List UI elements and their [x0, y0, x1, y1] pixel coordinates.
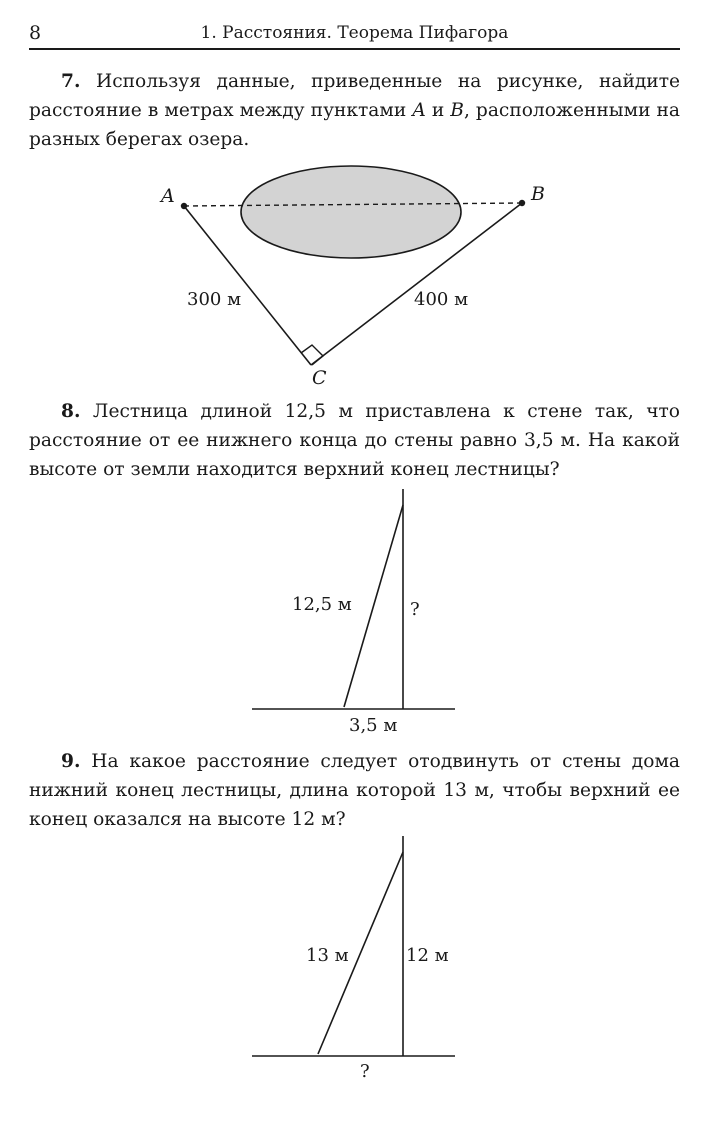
- label-b: B: [531, 183, 545, 205]
- problem-8-text: [29, 397, 680, 484]
- wall-label: 12 м: [406, 945, 449, 966]
- problem-7-body: Используя данные, приведенные на рисунке, найдите расстояние в метрах между пунктами: [29, 71, 680, 121]
- problem-7-point-b: B: [450, 100, 464, 121]
- ladder-label: 13 м: [306, 945, 349, 966]
- problem-7-body-end: , расположенными на разных берегах озера.: [29, 100, 680, 150]
- problem-7-figure: [0, 170, 709, 395]
- problem-7-text: [29, 67, 680, 154]
- label-a: A: [161, 185, 175, 207]
- problem-9-body: На какое расстояние следует отодвинуть от стены дома нижний конец лестницы, длина которой 13 м, чтобы верхний ее конец оказался на высоте 12 м?: [29, 751, 680, 830]
- ground-label: 3,5 м: [349, 715, 398, 736]
- problem-9-text: [29, 747, 680, 834]
- running-title: 1. Расстояния. Теорема Пифагора: [200, 23, 509, 43]
- label-c: C: [312, 367, 327, 389]
- problem-9-figure: [0, 830, 709, 1090]
- label-side-ac: 300 м: [187, 289, 242, 310]
- lake-ellipse: [241, 166, 461, 258]
- page-number: 8: [29, 22, 42, 44]
- problem-7-point-a: A: [412, 100, 426, 121]
- right-angle-mark: [301, 345, 323, 365]
- point-a-dot: [181, 203, 187, 209]
- problem-7-number: 7.: [61, 71, 81, 92]
- problem-8-number: 8.: [61, 401, 81, 422]
- ladder-line: [344, 505, 403, 707]
- ground-label: ?: [360, 1061, 370, 1082]
- problem-7-conj: и: [431, 100, 445, 121]
- page-header: [29, 18, 680, 50]
- ladder-label: 12,5 м: [292, 594, 352, 615]
- problem-8-body: Лестница длиной 12,5 м приставлена к стене так, что расстояние от ее нижнего конца до стены равно 3,5 м. На какой высоте от земли находится верхний конец лестницы?: [29, 401, 680, 480]
- point-b-dot: [519, 200, 525, 206]
- problem-9-number: 9.: [61, 751, 81, 772]
- wall-label: ?: [410, 599, 420, 620]
- label-side-bc: 400 м: [414, 289, 469, 310]
- problem-8-figure: [0, 485, 709, 740]
